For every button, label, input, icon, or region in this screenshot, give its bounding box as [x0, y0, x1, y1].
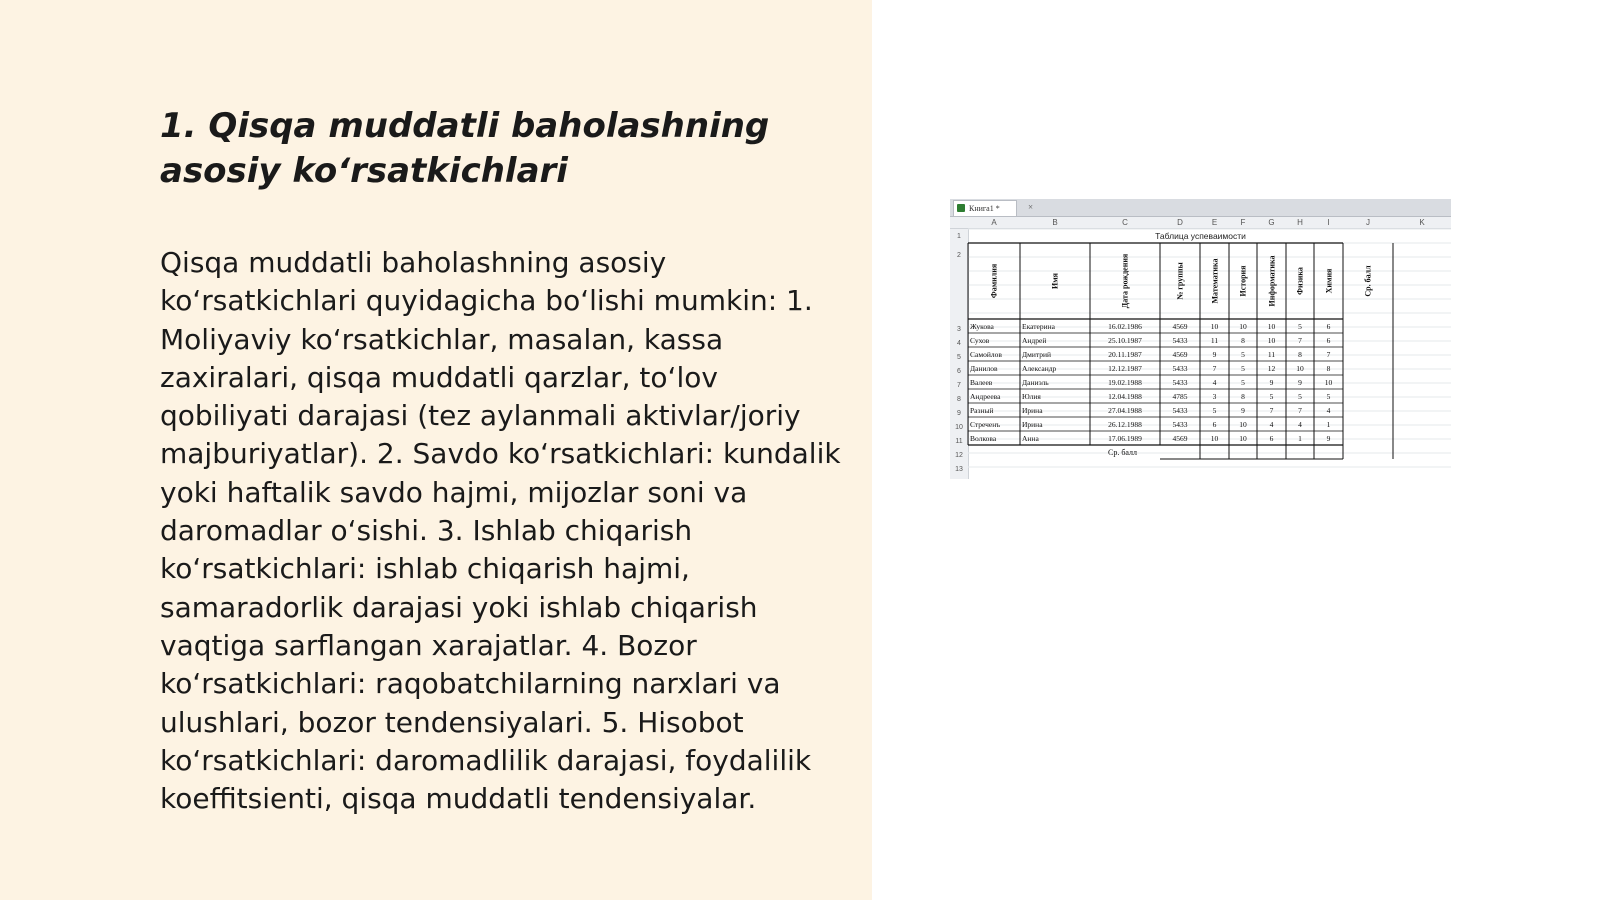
table-cell[interactable]: 7 [1269, 406, 1274, 415]
slide-body-text: Qisqa muddatli baholashning asosiy ko‘rsatkichlari quyidagicha bo‘lishi mumkin: 1. Moliyaviy ko‘rsatkichlar, masalan, kassa zaxiralari, qisqa muddatli qarzlar, to‘lov qobiliyati darajasi (tez aylanmali aktivlar/joriy majburiyatlar). 2. Savdo ko‘rsatkichlari: kundalik yoki haftalik savdo hajmi, mijozlar soni va daromadlar o‘sishi. 3. Ishlab chiqarish ko‘rsatkichlari: ishlab chiqarish hajmi, samaradorlik darajasi yoki ishlab chiqarish vaqtiga sarflangan xarajatlar. 4. Bozor ko‘rsatkichlari: raqobatchilarning narxlari va ulushlari, bozor tendensiyalari. 5. Hisobot ko‘rsatkichlari: daromadlilik darajasi, foydalilik koeffitsienti, qisqa muddatli tendensiyalar. [160, 246, 841, 816]
table-cell[interactable]: 10 [1239, 420, 1247, 429]
table-cell[interactable]: 4569 [1172, 322, 1188, 331]
table-cell[interactable]: 27.04.1988 [1108, 406, 1142, 415]
table-cell[interactable]: 11 [1210, 336, 1219, 345]
table-cell[interactable]: Данилов [970, 364, 998, 373]
column-letter[interactable]: B [1052, 218, 1058, 227]
table-cell[interactable]: 17.06.1989 [1108, 434, 1142, 443]
table-cell[interactable]: 7 [1298, 336, 1302, 345]
table-cell[interactable]: 4785 [1172, 392, 1188, 401]
table-cell[interactable]: 5 [1298, 392, 1302, 401]
table-cell[interactable]: 11 [1267, 350, 1276, 359]
column-letter[interactable]: K [1419, 218, 1425, 227]
table-cell[interactable]: 1 [1298, 434, 1302, 443]
table-cell[interactable]: 9 [1298, 378, 1302, 387]
row-number[interactable]: 7 [957, 382, 961, 389]
table-cell[interactable]: 12.04.1988 [1108, 392, 1142, 401]
table-cell[interactable]: 10 [1296, 364, 1304, 373]
table-cell[interactable]: 4569 [1172, 434, 1188, 443]
table-cell[interactable]: 6 [1326, 322, 1331, 331]
spreadsheet-screenshot [950, 199, 1451, 479]
table-cell[interactable]: 20.11.1987 [1108, 350, 1142, 359]
column-letter[interactable]: J [1366, 218, 1370, 227]
table-cell[interactable]: 16.02.1986 [1108, 322, 1142, 331]
table-cell[interactable]: 8 [1241, 392, 1245, 401]
table-cell[interactable]: 12 [1267, 364, 1276, 373]
row-number[interactable]: 1 [957, 233, 961, 240]
table-cell[interactable]: 7 [1212, 364, 1217, 373]
column-header: № группы [1175, 262, 1185, 300]
table-cell[interactable]: 10 [1324, 378, 1333, 387]
table-cell[interactable]: 9 [1326, 434, 1331, 443]
column-letter[interactable]: E [1211, 218, 1218, 227]
table-cell[interactable]: 4 [1269, 420, 1274, 429]
table-cell[interactable]: 10 [1210, 322, 1219, 331]
table-cell[interactable]: Ирина [1022, 406, 1043, 415]
table-cell[interactable]: Анна [1022, 434, 1039, 443]
column-letter[interactable]: D [1177, 218, 1183, 227]
table-cell[interactable]: 9 [1269, 378, 1274, 387]
table-title: Таблица успеваимости [1155, 231, 1246, 241]
table-cell[interactable]: 4 [1298, 420, 1302, 429]
table-cell[interactable]: Александр [1022, 364, 1057, 373]
table-cell[interactable]: 10 [1239, 322, 1247, 331]
row-number[interactable]: 11 [955, 438, 963, 445]
row-number[interactable]: 5 [957, 354, 961, 361]
table-cell[interactable]: 5433 [1172, 378, 1188, 387]
table-cell[interactable]: 5433 [1172, 336, 1188, 345]
table-cell[interactable]: 7 [1298, 406, 1302, 415]
table-cell[interactable]: 5 [1298, 322, 1302, 331]
table-cell[interactable]: 4 [1326, 406, 1331, 415]
column-header: Имя [1050, 273, 1060, 289]
column-header: История [1238, 265, 1248, 297]
table-cell[interactable]: 4 [1212, 378, 1217, 387]
column-letter[interactable]: G [1268, 218, 1275, 227]
sheet-tab-label: Книга1 * [969, 204, 1000, 213]
table-cell[interactable]: 6 [1212, 420, 1217, 429]
column-header: Дата рождения [1120, 253, 1130, 309]
slide-title: 1. Qisqa muddatli baholashning asosiy ko‘rsatkichlari [160, 106, 770, 191]
table-cell[interactable]: 9 [1241, 406, 1245, 415]
table-cell[interactable]: Даниэль [1022, 378, 1049, 387]
table-cell[interactable]: Ирина [1022, 420, 1043, 429]
row-number[interactable]: 13 [955, 466, 963, 473]
row-number[interactable]: 2 [957, 252, 961, 259]
table-cell[interactable]: Волкова [970, 434, 997, 443]
table-cell[interactable]: Андреева [970, 392, 1001, 401]
column-letter[interactable]: H [1297, 218, 1303, 227]
column-header: Фамилия [989, 263, 999, 299]
table-cell[interactable]: 10 [1239, 434, 1247, 443]
table-cell[interactable]: 25.10.1987 [1108, 336, 1142, 345]
table-cell[interactable]: 9 [1212, 350, 1217, 359]
table-cell[interactable]: Андрей [1022, 336, 1047, 345]
close-icon[interactable]: × [1028, 202, 1034, 212]
table-cell[interactable]: 5 [1212, 406, 1217, 415]
table-cell[interactable]: Юлия [1022, 392, 1041, 401]
row-number[interactable]: 10 [955, 424, 963, 431]
table-cell[interactable]: 1 [1326, 420, 1331, 429]
column-letter[interactable]: C [1122, 218, 1128, 227]
row-number[interactable]: 4 [957, 340, 961, 347]
table-cell[interactable]: 5 [1241, 364, 1245, 373]
table-cell[interactable]: Стреченъ [970, 420, 1001, 429]
table-cell[interactable]: Разный [970, 406, 994, 415]
table-cell[interactable]: Самойлов [970, 350, 1002, 359]
table-cell[interactable]: 26.12.1988 [1108, 420, 1142, 429]
table-cell[interactable]: 12.12.1987 [1108, 364, 1142, 373]
column-header: Математика [1210, 258, 1219, 304]
row-number[interactable]: 8 [957, 396, 961, 403]
column-header: Ср. балл [1363, 265, 1373, 297]
average-label: Ср. балл [1108, 448, 1138, 457]
row-number[interactable]: 9 [957, 410, 961, 417]
table-cell[interactable]: 5 [1269, 392, 1274, 401]
table-cell[interactable]: 7 [1326, 350, 1331, 359]
table-cell[interactable]: 3 [1212, 392, 1217, 401]
table-cell[interactable]: 5 [1241, 378, 1245, 387]
table-cell[interactable]: Дмитрий [1022, 350, 1052, 359]
table-cell[interactable]: Екатерина [1022, 322, 1055, 331]
table-cell[interactable]: 8 [1326, 364, 1331, 373]
table-cell[interactable]: 5433 [1172, 364, 1188, 373]
column-header: Физика [1295, 267, 1305, 295]
table-cell[interactable]: 6 [1326, 336, 1331, 345]
table-cell[interactable]: 8 [1298, 350, 1302, 359]
table-cell[interactable]: Сухов [970, 336, 990, 345]
table-cell[interactable]: 8 [1241, 336, 1245, 345]
table-cell[interactable]: 10 [1267, 336, 1276, 345]
table-cell[interactable]: 6 [1269, 434, 1274, 443]
table-cell[interactable]: 19.02.1988 [1108, 378, 1142, 387]
column-header: Химия [1324, 268, 1333, 294]
row-number[interactable]: 3 [957, 326, 961, 333]
table-cell[interactable]: Валеев [970, 378, 993, 387]
column-header: Информатика [1267, 255, 1276, 307]
table-cell[interactable]: 5 [1326, 392, 1331, 401]
table-cell[interactable]: 5433 [1172, 406, 1188, 415]
table-cell[interactable]: 10 [1267, 322, 1276, 331]
table-cell[interactable]: Жукова [970, 322, 994, 331]
table-cell[interactable]: 5433 [1172, 420, 1188, 429]
table-cell[interactable]: 4569 [1172, 350, 1188, 359]
table-cell[interactable]: 10 [1210, 434, 1219, 443]
row-number[interactable]: 6 [957, 368, 961, 375]
column-letter[interactable]: A [991, 218, 997, 227]
column-letter[interactable]: F [1240, 218, 1246, 227]
table-cell[interactable]: 5 [1241, 350, 1245, 359]
row-number[interactable]: 12 [955, 452, 963, 459]
column-letter[interactable]: I [1327, 218, 1330, 227]
